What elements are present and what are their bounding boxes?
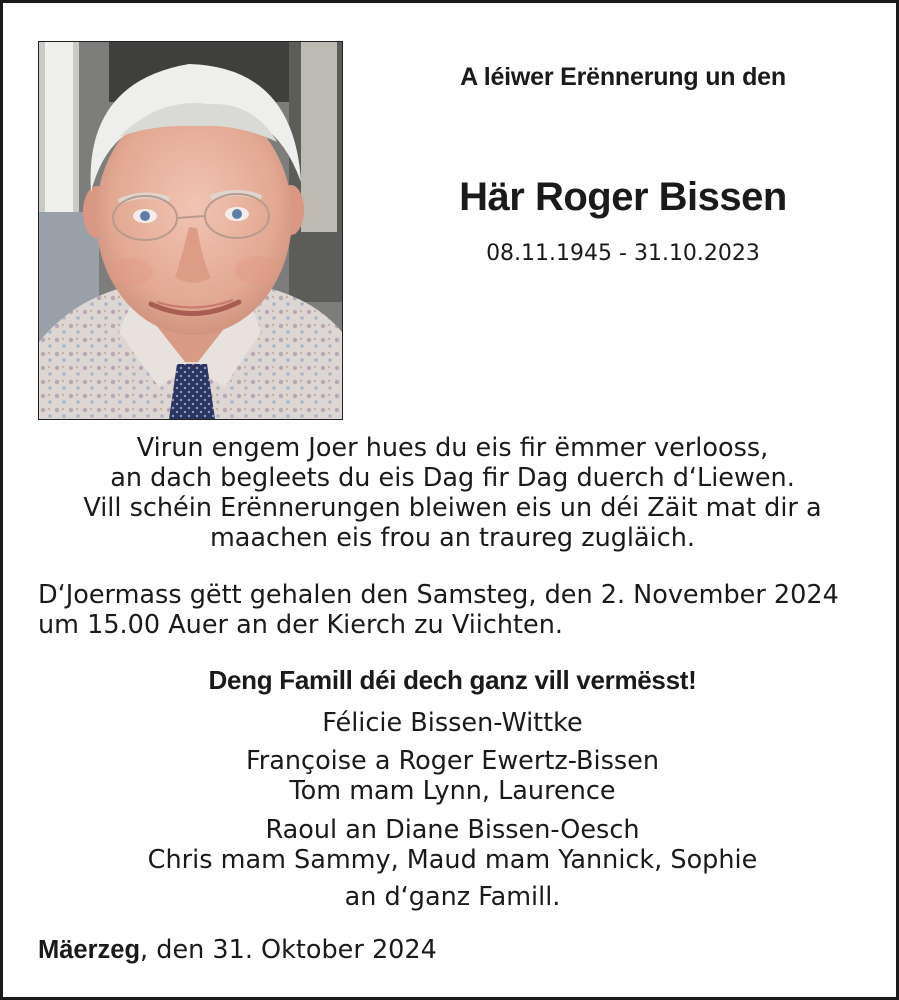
family-line: Félicie Bissen-Wittke — [322, 708, 583, 738]
life-dates: 08.11.1945 - 31.10.2023 — [486, 241, 760, 266]
verse-line: an dach begleets du eis Dag fir Dag duerch d‘Liewen. — [110, 463, 795, 493]
deceased-name: Här Roger Bissen — [459, 175, 787, 219]
family-line: Chris mam Sammy, Maud mam Yannick, Sophie — [147, 845, 758, 875]
place-date-line — [38, 935, 437, 965]
date-text: , den 31. Oktober 2024 — [140, 935, 437, 965]
intro-line: A léiwer Erënnerung un den — [460, 63, 786, 91]
family-signoff: Deng Famill déi dech ganz vill vermësst! — [208, 665, 697, 695]
memorial-verse — [3, 433, 899, 553]
family-group-2 — [3, 746, 899, 806]
mass-line: um 15.00 Auer an der Kierch zu Viichten. — [38, 610, 564, 640]
portrait-photo — [38, 41, 343, 420]
verse-line: Vill schéin Erënnerungen bleiwen eis un déi Zäit mat dir a — [83, 493, 822, 523]
family-line: Raoul an Diane Bissen-Oesch — [265, 815, 640, 845]
mass-announcement — [38, 580, 878, 640]
family-line: an d‘ganz Famill. — [344, 882, 561, 912]
place-name: Mäerzeg — [38, 936, 141, 964]
verse-line: maachen eis frou an traureg zugläich. — [209, 523, 696, 553]
family-line: Tom mam Lynn, Laurence — [289, 776, 616, 806]
family-line: Françoise a Roger Ewertz-Bissen — [245, 746, 660, 776]
family-group-1 — [3, 708, 899, 738]
family-group-4 — [3, 882, 899, 912]
family-group-3 — [3, 815, 899, 875]
verse-line: Virun engem Joer hues du eis fir ëmmer verlooss, — [136, 433, 769, 463]
mass-line: D‘Joermass gëtt gehalen den Samsteg, den 2. November 2024 — [38, 580, 839, 610]
